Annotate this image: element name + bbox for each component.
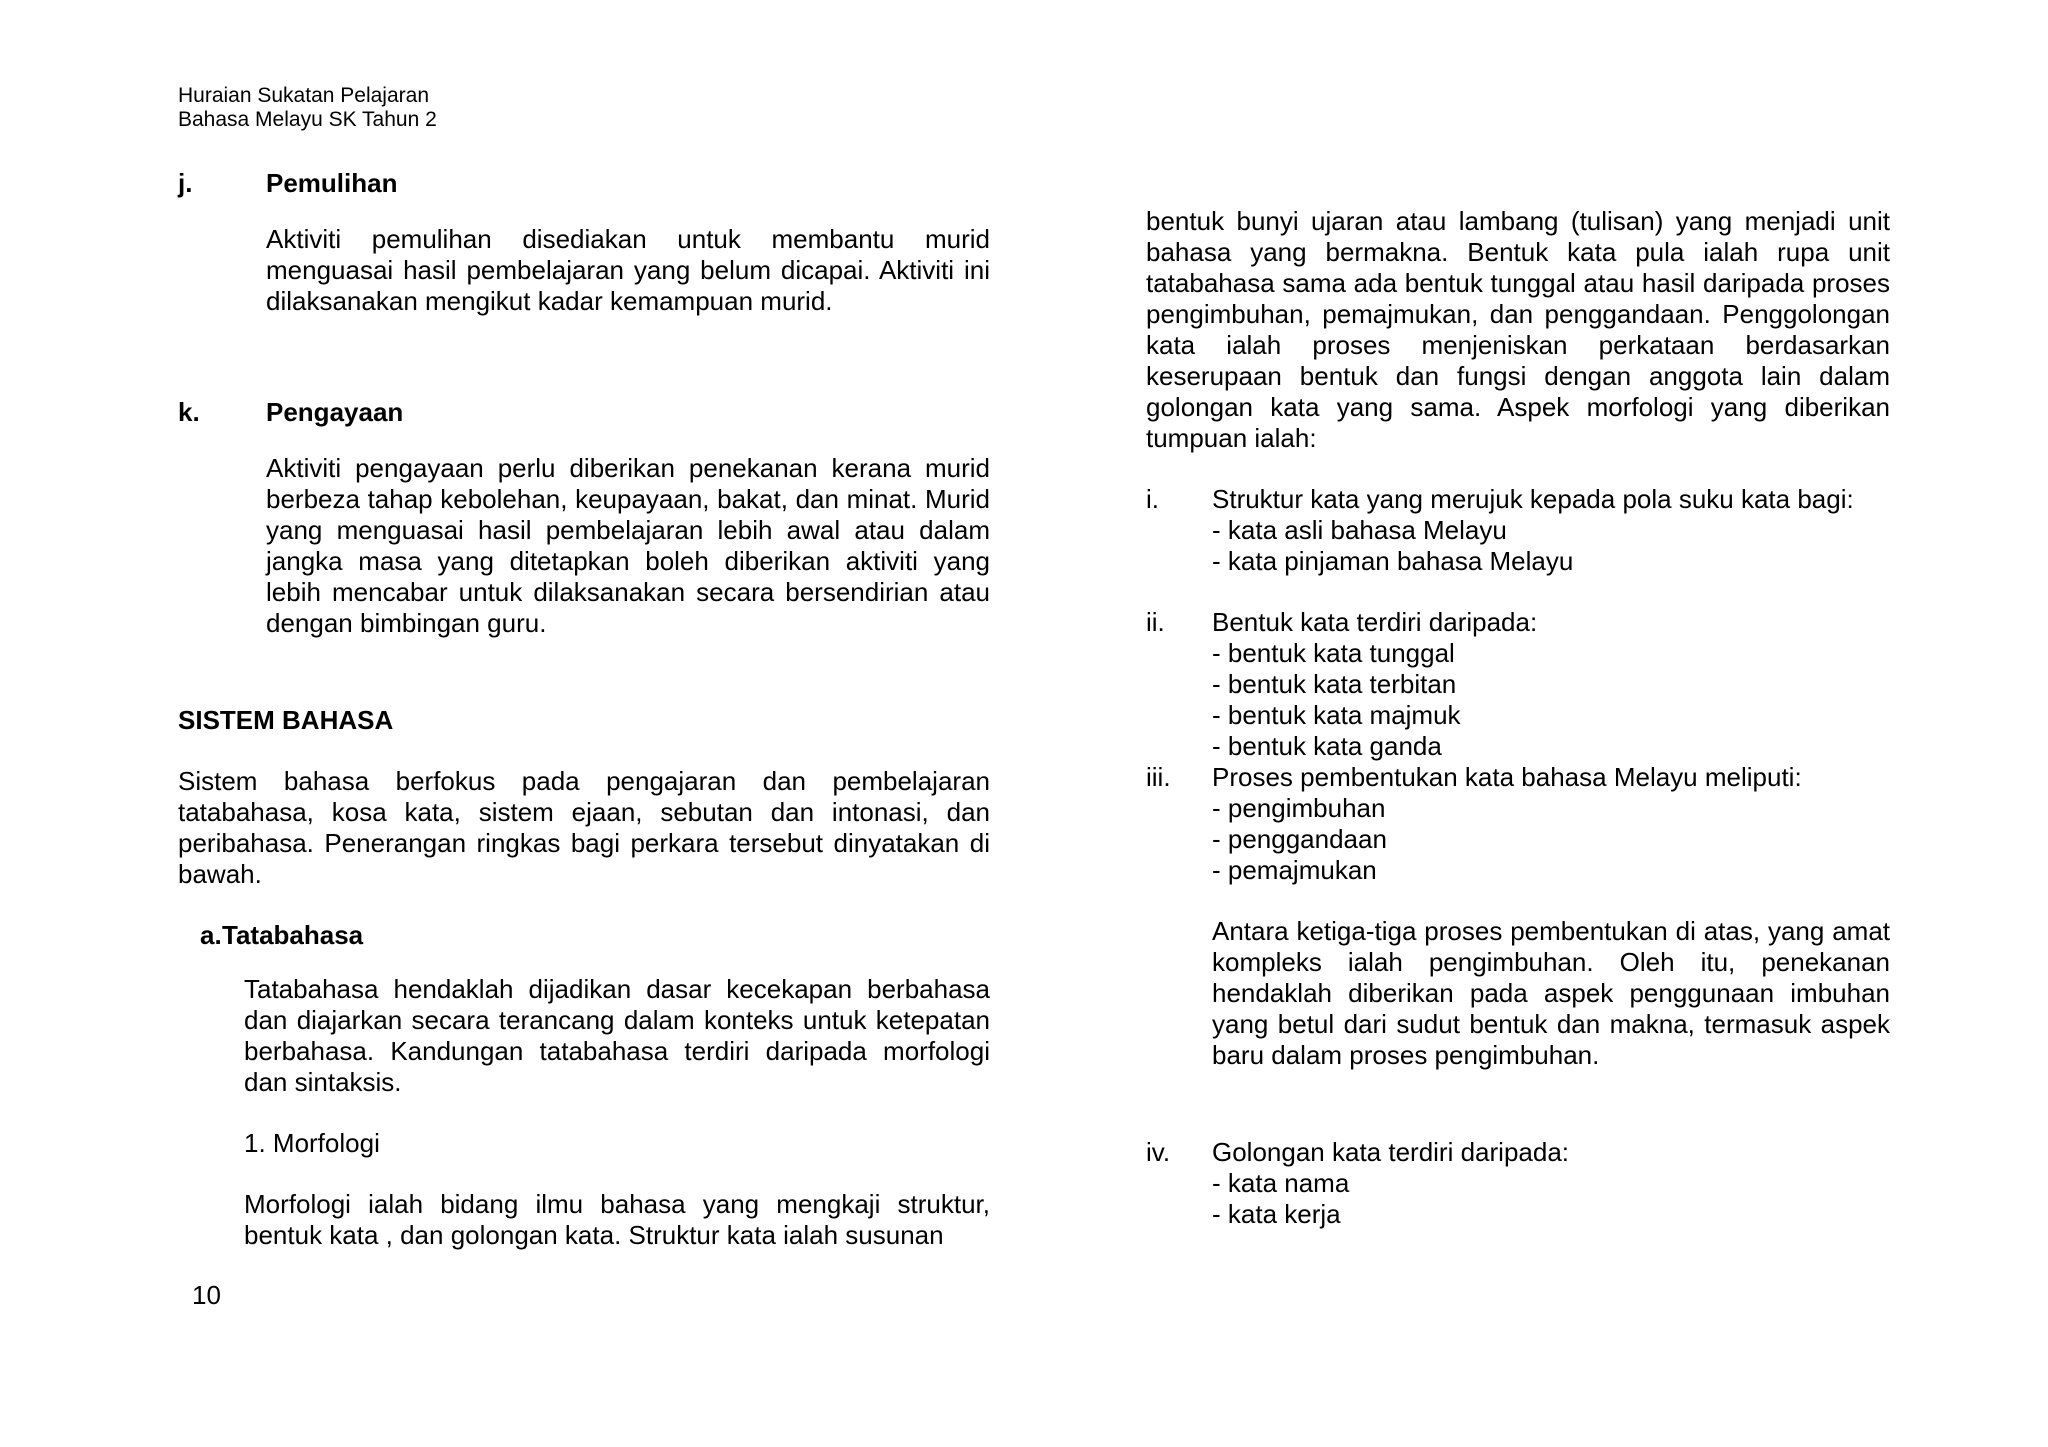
section-letter: k. xyxy=(178,397,200,427)
list-sub-item: - bentuk kata terbitan xyxy=(1212,669,1457,699)
list-item-text: Bentuk kata terdiri daripada: xyxy=(1212,607,1538,637)
list-item-ii xyxy=(1146,607,1890,762)
list-item-iii xyxy=(1146,762,1890,886)
tatabahasa-heading xyxy=(200,920,990,954)
list-item-text: Proses pembentukan kata bahasa Melayu meliputi: xyxy=(1212,762,1802,792)
section-pengayaan-heading xyxy=(178,397,990,433)
left-column xyxy=(178,168,990,1251)
section-pemulihan-heading xyxy=(178,168,990,204)
header-line-2: Bahasa Melayu SK Tahun 2 xyxy=(178,108,437,131)
section-title: Pengayaan xyxy=(266,397,404,427)
header-line-1: Huraian Sukatan Pelajaran xyxy=(178,84,429,107)
tatabahasa-paragraph: Tatabahasa hendaklah dijadikan dasar kecekapan berbahasa dan diajarkan secara terancang dalam konteks untuk ketepatan berbahasa. Kandungan tatabahasa terdiri daripada morfologi dan sintaksis. xyxy=(244,974,990,1097)
right-column xyxy=(1146,206,1890,1230)
list-sub-item: - bentuk kata tunggal xyxy=(1212,638,1455,668)
pengayaan-paragraph: Aktiviti pengayaan perlu diberikan penekanan kerana murid berbeza tahap kebolehan, keupayaan, bakat, dan minat. Murid yang menguasai hasil pembelajaran lebih awal atau dalam jangka masa yang ditetapkan boleh diberikan aktiviti yang lebih mencabar untuk dilaksanakan secara bersendirian atau dengan bimbingan guru. xyxy=(266,453,990,638)
list-number: ii. xyxy=(1146,607,1165,637)
list-sub-item: - kata asli bahasa Melayu xyxy=(1212,515,1507,545)
sistem-bahasa-heading: SISTEM BAHASA xyxy=(178,705,394,735)
list-sub-item: - pemajmukan xyxy=(1212,855,1377,885)
list-item-iv xyxy=(1146,1137,1890,1230)
list-sub-item: - kata kerja xyxy=(1212,1199,1341,1229)
subsection-title: Tatabahasa xyxy=(222,920,364,950)
list-number: iii. xyxy=(1146,762,1171,792)
list-sub-item: - penggandaan xyxy=(1212,824,1387,854)
list-item-text: Struktur kata yang merujuk kepada pola suku kata bagi: xyxy=(1212,484,1854,514)
antara-paragraph: Antara ketiga-tiga proses pembentukan di atas, yang amat kompleks ialah pengimbuhan. Oleh itu, penekanan hendaklah diberikan pada aspek penggunaan imbuhan yang betul dari sudut bentuk dan makna, termasuk aspek baru dalam proses pengimbuhan. xyxy=(1212,916,1890,1070)
subsection-letter: a. xyxy=(200,920,222,950)
list-sub-item: - bentuk kata majmuk xyxy=(1212,700,1461,730)
page-header xyxy=(178,84,437,132)
list-sub-item: - pengimbuhan xyxy=(1212,793,1386,823)
morfologi-continued-paragraph: bentuk bunyi ujaran atau lambang (tulisan) yang menjadi unit bahasa yang bermakna. Bentuk kata pula ialah rupa unit tatabahasa sama ada bentuk tunggal atau hasil daripada proses pengimbuhan, pemajmukan, dan penggandaan. Penggolongan kata ialah proses menjeniskan perkataan berdasarkan keserupaan bentuk dan fungsi dengan anggota lain dalam golongan kata yang sama. Aspek morfologi yang diberikan tumpuan ialah: xyxy=(1146,206,1890,453)
list-item-text: Golongan kata terdiri daripada: xyxy=(1212,1137,1570,1167)
section-letter: j. xyxy=(178,168,193,198)
list-sub-item: - kata pinjaman bahasa Melayu xyxy=(1212,546,1574,576)
morfologi-heading: 1. Morfologi xyxy=(244,1128,380,1158)
page-number: 10 xyxy=(192,1280,221,1310)
pemulihan-paragraph: Aktiviti pemulihan disediakan untuk membantu murid menguasai hasil pembelajaran yang belum dicapai. Aktiviti ini dilaksanakan mengikut kadar kemampuan murid. xyxy=(266,224,990,316)
list-sub-item: - bentuk kata ganda xyxy=(1212,731,1442,761)
sistem-bahasa-paragraph: Sistem bahasa berfokus pada pengajaran dan pembelajaran tatabahasa, kosa kata, sistem ejaan, sebutan dan intonasi, dan peribahasa. Penerangan ringkas bagi perkara tersebut dinyatakan di bawah. xyxy=(178,766,990,889)
list-number: iv. xyxy=(1146,1137,1171,1167)
list-item-i xyxy=(1146,484,1890,577)
section-title: Pemulihan xyxy=(266,168,398,198)
list-number: i. xyxy=(1146,484,1159,514)
morfologi-paragraph: Morfologi ialah bidang ilmu bahasa yang mengkaji struktur, bentuk kata , dan golongan kata. Struktur kata ialah susunan xyxy=(244,1189,990,1250)
list-sub-item: - kata nama xyxy=(1212,1168,1350,1198)
